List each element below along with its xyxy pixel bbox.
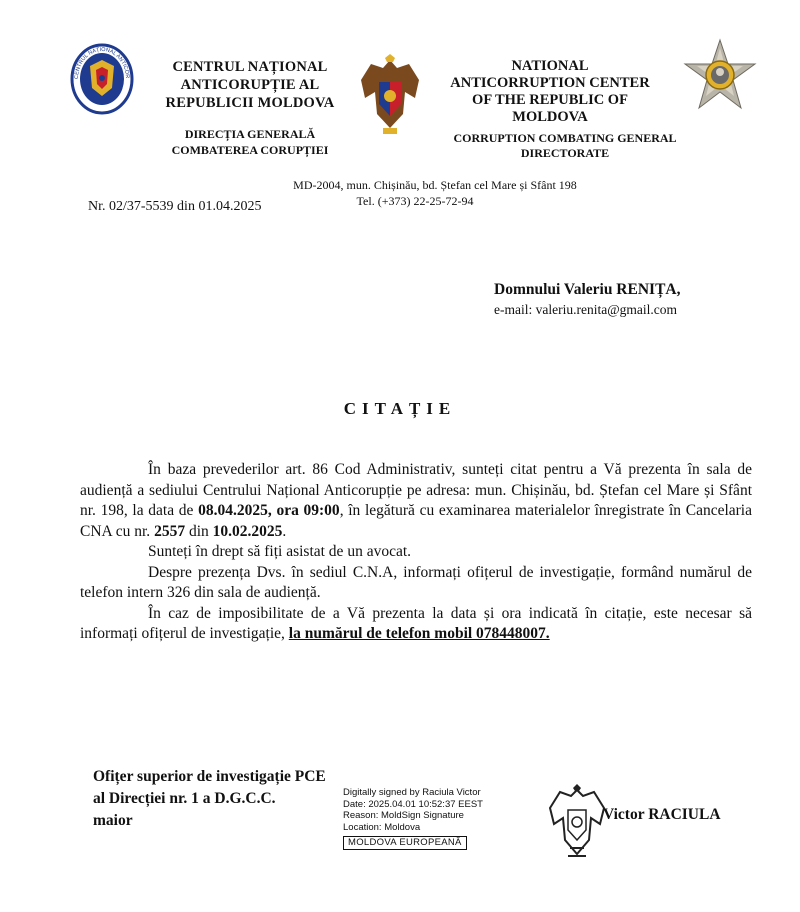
coat-of-arms-icon [357,54,423,136]
addressee-email: e-mail: valeriu.renita@gmail.com [494,302,677,317]
addressee-name: Domnului Valeriu RENIȚA, [494,281,681,298]
signatory-position: Ofițer superior de investigație PCE al Direcției nr. 1 a D.G.C.C. maior [93,768,326,829]
header-en-dept: CORRUPTION COMBATING GENERAL DIRECTORATE [453,131,677,160]
star-emblem-icon [683,38,757,112]
digital-signature-block: Digitally signed by Raciula Victor Date: 2025.04.01 10:52:37 EEST Reason: MoldSign Signature Location: Moldova MOLDOVA EUROPEANĂ [343,787,483,848]
svg-text:CENTRUL NAȚIONAL ANTICORUPȚIE: CENTRUL NAȚIONAL ANTICOR [73,46,131,80]
document-body [80,460,752,645]
address-block: MD-2004, mun. Chișinău, bd. Ștefan cel Mare și Sfânt 198 Tel. (+373) 22-25-72-94 [293,178,577,208]
header-en-org: NATIONAL ANTICORRUPTION CENTER OF THE REPUBLIC OF MOLDOVA [450,58,650,125]
signature-coat-of-arms-icon [548,782,606,862]
header-ro-org: CENTRUL NAȚIONAL ANTICORUPȚIE AL REPUBLICII MOLDOVA [165,59,335,111]
document-title: CITAȚIE [343,399,457,418]
paragraph-notify: Despre prezența Dvs. în sediul C.N.A, informați ofițerul de investigație, formând numărul de telefon intern 326 din sala de audiență. [80,563,752,601]
header-ro-dept: DIRECȚIA GENERALĂ COMBATEREA CORUPȚIEI [171,127,329,157]
reference-number: Nr. 02/37-5539 din 01.04.2025 [88,199,262,214]
paragraph-contact: În caz de imposibilitate de a Vă prezenta la data și ora indicată în citație, este necesar să informați ofițerul de investigație, la numărul de telefon mobil 078448007. [80,604,752,642]
signature-stamp: MOLDOVA EUROPEANĂ [343,836,467,850]
cna-logo-ring-text [70,42,134,116]
signer-name: Victor RACIULA [603,806,721,823]
paragraph-lawyer: Sunteți în drept să fiți asistat de un avocat. [148,543,412,560]
paragraph-summons: În baza prevederilor art. 86 Cod Administrativ, sunteți citat pentru a Vă prezenta în sala de audiență a sediului Centrului Național Anticorupție pe adresa: mun. Chișinău, bd. Ștefan cel Mare și Sfânt nr. 198, la data de 08.04.2025, ora 09:00, în legătură cu examinarea materialelor înregistrate în Cancelaria CNA cu nr. 2557 din 10.02.2025. [80,461,752,540]
